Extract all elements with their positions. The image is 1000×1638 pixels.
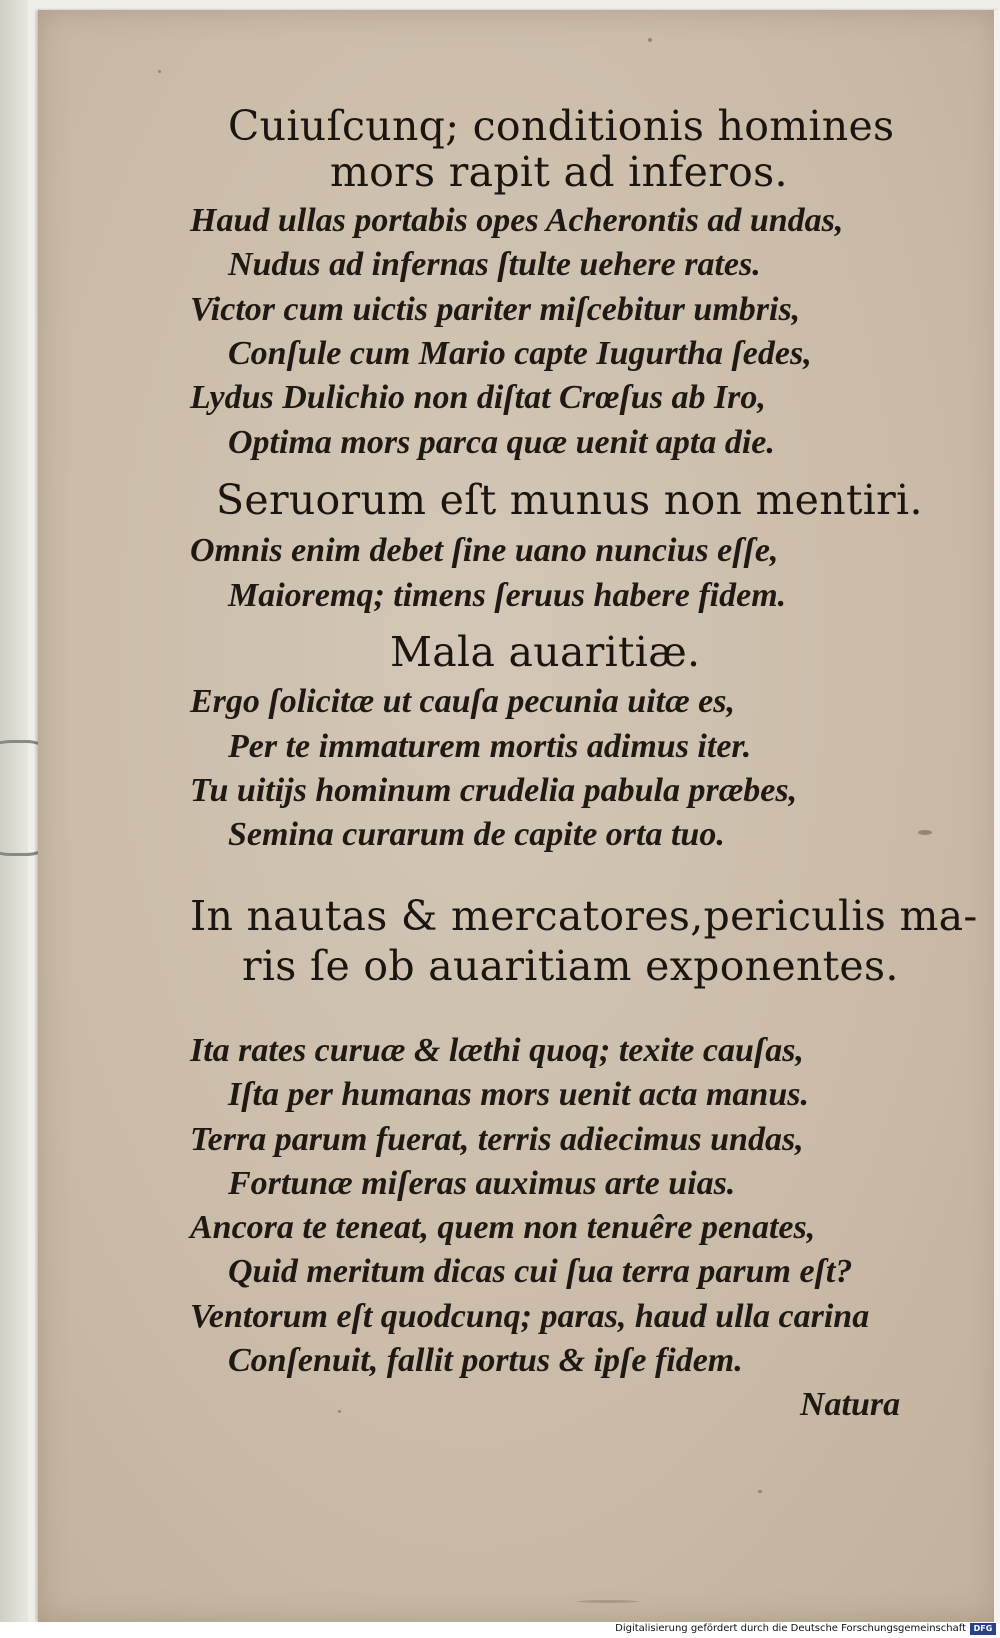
verse-line: Quid meritum dicas cui ſua terra parum eſt? <box>228 1253 853 1290</box>
verse-line: Lydus Dulichio non diſtat Crœſus ab Iro, <box>190 379 766 416</box>
verse-line: Semina curarum de capite orta tuo. <box>228 816 725 853</box>
dfg-logo: DFG <box>970 1623 996 1635</box>
verse-line: Conſenuit, fallit portus & ipſe fidem. <box>228 1342 743 1379</box>
section-4-heading-line-1: In nautas & mercatores,periculis ma- <box>190 892 978 940</box>
paper-speck <box>758 1490 762 1493</box>
section-4-heading-line-2: ris ſe ob auaritiam exponentes. <box>242 942 899 990</box>
verse-line: Maioremq; timens ſeruus habere fidem. <box>228 577 787 614</box>
verse-line: Victor cum uictis pariter miſcebitur umbris, <box>190 291 801 328</box>
paper-speck <box>918 830 932 835</box>
paper-speck <box>158 70 161 73</box>
verse-line: Omnis enim debet ſine uano nuncius eſſe, <box>190 532 779 569</box>
verse-line: Ventorum eſt quodcunq; paras, haud ulla carina <box>190 1298 870 1335</box>
verse-line: Haud ullas portabis opes Acherontis ad undas, <box>190 202 844 239</box>
verse-line: Fortunæ miſeras auximus arte uias. <box>228 1165 736 1202</box>
verse-line: Ancora te teneat, quem non tenuêre penates, <box>190 1209 816 1246</box>
book-page <box>38 10 1000 1622</box>
paper-speck <box>648 38 652 42</box>
section-3-heading: Mala auaritiæ. <box>390 628 701 676</box>
verse-line: Terra parum fuerat, terris adiecimus undas, <box>190 1121 804 1158</box>
section-1-heading-line-2: mors rapit ad inferos. <box>330 148 788 196</box>
verse-line: Ergo ſolicitæ ut cauſa pecunia uitæ es, <box>190 683 735 720</box>
verse-line: Conſule cum Mario capte Iugurtha ſedes, <box>228 335 812 372</box>
verse-line: Iſta per humanas mors uenit acta manus. <box>228 1076 809 1113</box>
catchword: Natura <box>800 1386 901 1423</box>
verse-line: Nudus ad infernas ſtulte uehere rates. <box>228 246 761 283</box>
paper-speck <box>578 1600 638 1603</box>
page-right-margin <box>994 10 1000 1622</box>
verse-line: Per te immaturem mortis adimus iter. <box>228 728 752 765</box>
paper-speck <box>338 1410 341 1413</box>
verse-line: Tu uitijs hominum crudelia pabula præbes, <box>190 772 798 809</box>
section-2-heading: Seruorum eſt munus non mentiri. <box>216 476 923 524</box>
section-1-heading-line-1: Cuiuſcunq; conditionis homines <box>228 102 895 150</box>
funding-credit: Digitalisierung gefördert durch die Deutsche Forschungsgemeinschaft <box>615 1623 966 1634</box>
verse-line: Optima mors parca quæ uenit apta die. <box>228 424 775 461</box>
verse-line: Ita rates curuæ & læthi quoq; texite cauſas, <box>190 1032 804 1069</box>
